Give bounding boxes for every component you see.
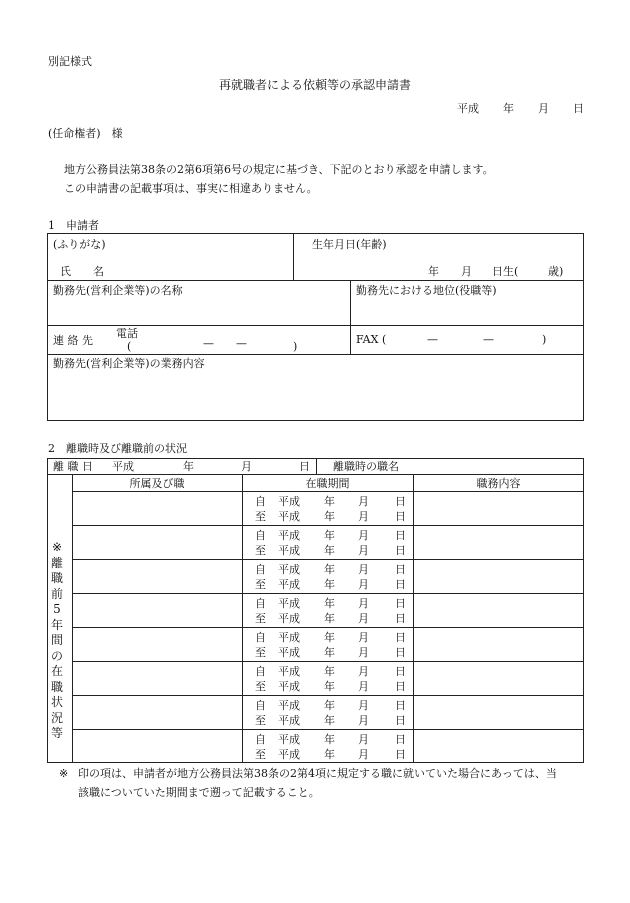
column-affiliation: 所属及び職 <box>129 477 185 490</box>
period-from-era: 平成 <box>278 597 300 610</box>
period-to-year: 年 <box>324 748 335 761</box>
period-from-day: 日 <box>395 699 406 712</box>
period-to-era: 平成 <box>278 612 300 625</box>
date-month: 月 <box>538 102 549 115</box>
period-from-era: 平成 <box>278 529 300 542</box>
retire-era: 平成 <box>112 460 134 473</box>
period-to-era: 平成 <box>278 510 300 523</box>
period-to-marker: 至 <box>255 680 266 693</box>
phone-dash-1: — <box>203 337 214 350</box>
period-from-day: 日 <box>395 733 406 746</box>
period-from-month: 月 <box>358 597 369 610</box>
period-to-era: 平成 <box>278 680 300 693</box>
birth-day-label: 日生( <box>492 265 519 278</box>
period-to-month: 月 <box>358 748 369 761</box>
period-from-marker: 自 <box>255 495 266 508</box>
period-from-month: 月 <box>358 699 369 712</box>
period-to-year: 年 <box>324 714 335 727</box>
period-to-day: 日 <box>395 646 406 659</box>
form-title: 再就職者による依頼等の承認申請書 <box>218 78 411 92</box>
period-to-day: 日 <box>395 578 406 591</box>
period-from-day: 日 <box>395 529 406 542</box>
retire-date-label: 離 職 日 <box>53 460 93 473</box>
period-to-month: 月 <box>358 544 369 557</box>
period-to-era: 平成 <box>278 714 300 727</box>
period-to-day: 日 <box>395 748 406 761</box>
date-era: 平成 <box>457 102 479 115</box>
retire-day: 日 <box>299 460 310 473</box>
period-to-era: 平成 <box>278 646 300 659</box>
period-to-marker: 至 <box>255 578 266 591</box>
period-from-day: 日 <box>395 631 406 644</box>
period-to-year: 年 <box>324 612 335 625</box>
period-from-year: 年 <box>324 563 335 576</box>
period-to-marker: 至 <box>255 612 266 625</box>
phone-dash-2: — <box>236 337 247 350</box>
fax-dash-1: — <box>427 333 438 346</box>
period-from-year: 年 <box>324 597 335 610</box>
period-to-day: 日 <box>395 544 406 557</box>
form-label: 別記様式 <box>48 55 92 68</box>
period-from-marker: 自 <box>255 699 266 712</box>
business-label: 勤務先(営利企業等)の業務内容 <box>53 357 205 370</box>
phone-close: ) <box>293 340 298 353</box>
period-to-month: 月 <box>358 680 369 693</box>
period-from-month: 月 <box>358 733 369 746</box>
period-to-year: 年 <box>324 680 335 693</box>
period-to-year: 年 <box>324 646 335 659</box>
retire-title-label: 離職時の職名 <box>333 460 399 473</box>
furigana-label: (ふりがな) <box>53 238 106 251</box>
period-from-marker: 自 <box>255 563 266 576</box>
period-from-marker: 自 <box>255 733 266 746</box>
name-label: 氏 名 <box>60 265 104 278</box>
period-from-era: 平成 <box>278 563 300 576</box>
intro-line-2: この申請書の記載事項は、事実に相違ありません。 <box>64 182 318 195</box>
period-to-marker: 至 <box>255 510 266 523</box>
period-from-year: 年 <box>324 631 335 644</box>
period-to-day: 日 <box>395 680 406 693</box>
retire-year: 年 <box>183 460 194 473</box>
period-to-marker: 至 <box>255 714 266 727</box>
period-from-marker: 自 <box>255 665 266 678</box>
period-to-marker: 至 <box>255 544 266 557</box>
period-from-era: 平成 <box>278 733 300 746</box>
period-from-day: 日 <box>395 495 406 508</box>
period-to-day: 日 <box>395 510 406 523</box>
period-from-month: 月 <box>358 631 369 644</box>
period-to-month: 月 <box>358 578 369 591</box>
period-from-year: 年 <box>324 733 335 746</box>
phone-label: 電話 <box>116 327 138 340</box>
period-from-day: 日 <box>395 665 406 678</box>
period-from-era: 平成 <box>278 665 300 678</box>
section2-heading: 2 離職時及び離職前の状況 <box>48 442 187 455</box>
period-to-era: 平成 <box>278 544 300 557</box>
period-to-month: 月 <box>358 510 369 523</box>
period-to-month: 月 <box>358 646 369 659</box>
period-to-marker: 至 <box>255 748 266 761</box>
period-from-marker: 自 <box>255 597 266 610</box>
period-from-era: 平成 <box>278 699 300 712</box>
column-period: 在職期間 <box>305 477 350 490</box>
footnote-line-2: 該職についていた期間まで遡って記載すること。 <box>78 786 320 799</box>
age-label: 歳) <box>548 265 564 278</box>
footnote-line-1: 印の項は、申請者が地方公務員法第38条の2第4項に規定する職に就いていた場合にあっては、当 <box>78 767 557 780</box>
employer-name-label: 勤務先(営利企業等)の名称 <box>53 284 183 297</box>
period-to-month: 月 <box>358 714 369 727</box>
birth-month-label: 月 <box>461 265 472 278</box>
period-from-era: 平成 <box>278 495 300 508</box>
fax-dash-2: — <box>483 333 494 346</box>
column-duties: 職務内容 <box>476 477 521 490</box>
fax-label: FAX ( <box>356 333 387 346</box>
period-from-year: 年 <box>324 529 335 542</box>
vertical-label: ※ 離 職 前 5 年 間 の 在 職 状 況 等 <box>50 540 63 740</box>
period-from-marker: 自 <box>255 529 266 542</box>
retire-month: 月 <box>241 460 252 473</box>
period-from-month: 月 <box>358 665 369 678</box>
period-to-day: 日 <box>395 714 406 727</box>
period-from-month: 月 <box>358 529 369 542</box>
period-from-year: 年 <box>324 665 335 678</box>
addressee: (任命権者) 様 <box>48 127 123 140</box>
period-from-year: 年 <box>324 495 335 508</box>
period-from-day: 日 <box>395 563 406 576</box>
period-from-year: 年 <box>324 699 335 712</box>
fax-close: ) <box>542 333 547 346</box>
period-to-marker: 至 <box>255 646 266 659</box>
employer-position-label: 勤務先における地位(役職等) <box>356 284 497 297</box>
period-to-day: 日 <box>395 612 406 625</box>
employment-history-table <box>47 458 584 763</box>
period-to-year: 年 <box>324 578 335 591</box>
period-from-month: 月 <box>358 563 369 576</box>
date-day: 日 <box>573 102 584 115</box>
period-to-era: 平成 <box>278 578 300 591</box>
phone-open: ( <box>127 340 132 353</box>
period-from-era: 平成 <box>278 631 300 644</box>
period-from-marker: 自 <box>255 631 266 644</box>
period-to-month: 月 <box>358 612 369 625</box>
period-from-month: 月 <box>358 495 369 508</box>
footnote-mark: ※ <box>59 767 69 780</box>
birth-year-label: 年 <box>428 265 439 278</box>
period-from-day: 日 <box>395 597 406 610</box>
period-to-year: 年 <box>324 544 335 557</box>
contact-label: 連 絡 先 <box>53 334 93 347</box>
section1-heading: 1 申請者 <box>48 219 99 232</box>
period-to-era: 平成 <box>278 748 300 761</box>
birthdate-label: 生年月日(年齢) <box>312 238 387 251</box>
date-year: 年 <box>503 102 514 115</box>
period-to-year: 年 <box>324 510 335 523</box>
intro-line-1: 地方公務員法第38条の2第6項第6号の規定に基づき、下記のとおり承認を申請します。 <box>64 163 494 176</box>
